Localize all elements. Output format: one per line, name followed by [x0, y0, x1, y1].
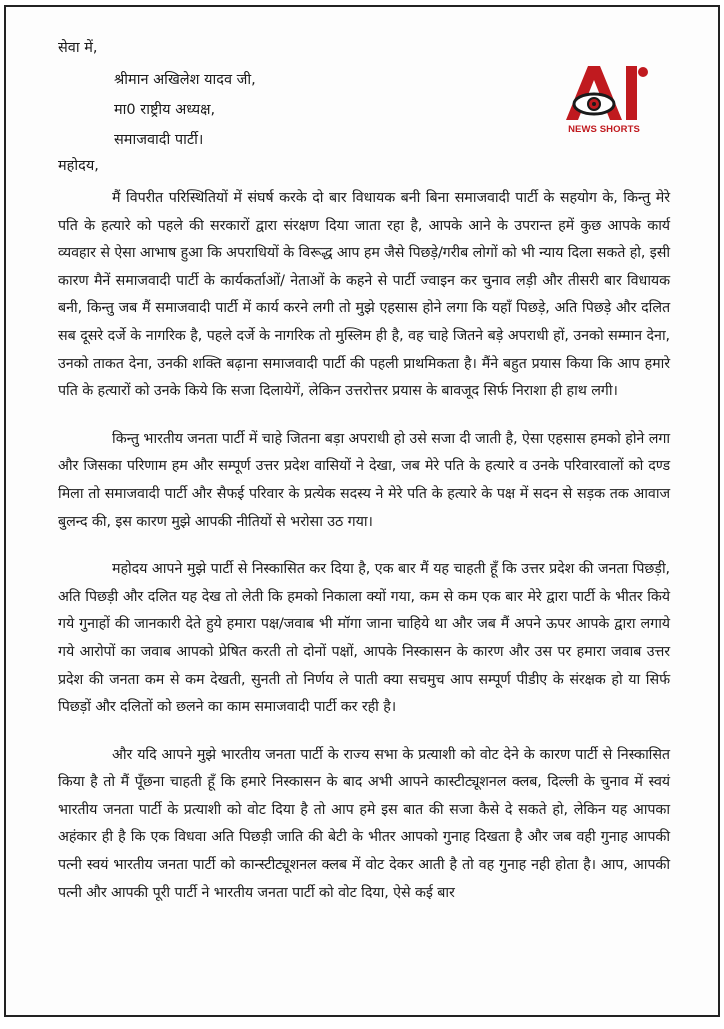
addressee-name: श्रीमान अखिलेश यादव जी,: [114, 72, 256, 88]
paragraph-4: और यदि आपने मुझे भारतीय जनता पार्टी के राज्य सभा के प्रत्याशी को वोट देने के कारण पार्टी से निस्कासित किया है तो मैं पूँछना चाहती हूँ कि हमारे निस्कासन के बाद अभी आपने कास्टीट्यूशनल क्लब, दिल्ली के चुनाव में स्वयं भारतीय जनता पार्टी के प्रत्याशी को वोट दिया है तो आप हमे इस बात की सजा कैसे दे सकते हो, लेकिन यह आपका अहंकार ही है कि एक विधवा अति पिछड़ी जाति की बेटी के भीतर आपको गुनाह दिखता है और जब वही गुनाह आपकी पत्नी स्वयं भारतीय जनता पार्टी को कान्स्टीट्यूशनल क्लब में वोट देकर आती है तो वह गुनाह नही होता है। आप, आपकी पत्नी और आपकी पूरी पार्टी ने भारतीय जनता पार्टी को वोट दिया, ऐसे कई बार: [58, 746, 670, 901]
addressee-title: मा0 राष्ट्रीय अध्यक्ष,: [114, 102, 216, 118]
news-logo: [558, 62, 650, 138]
paragraph-1: मैं विपरीत परिस्थितियों में संघर्ष करके दो बार विधायक बनी बिना समाजवादी पार्टी के सहयोग के, किन्तु मेरे पति के हत्यारे को पहले की सरकारों द्वारा संरक्षण दिया जाता रहा है, आपके आने के उपरान्त हमें कुछ आपके कार्य व्यवहार से ऐसा आभाष हुआ कि अपराधियों के विरूद्ध आप हम जैसे पिछड़े/गरीब लोगों को भी न्याय दिला सकते हो, इसी कारण मैनें समाजवादी पार्टी के कार्यकर्ताओं/ नेताओं के कहने से पार्टी ज्वाइन कर चुनाव लड़ी और तीसरी बार विधायक बनी, किन्तु जब मैं समाजवादी पार्टी में कार्य करने लगी तो मुझे एहसास होने लगा कि यहाँ पिछड़े, अति पिछड़े और दलित सब दूसरे दर्जे के नागरिक है, पहले दर्जे के नागरिक तो मुस्लिम ही है, वह चाहे जितने बड़े अपराधी हों, उनको सम्मान देना, उनको ताकत देना, उनकी शक्ति बढ़ाना समाजवादी पार्टी की पहली प्राथमिकता है। मैंने बहुत प्रयास किया कि आप हमारे पति के हत्यारों को उनके किये कि सजा दिलायेगें, लेकिन उत्तरोत्तर प्रयास के बावजूद सिर्फ निराशा ही हाथ लगी।: [58, 190, 670, 400]
salutation: [58, 33, 98, 63]
letter-body: [58, 185, 670, 927]
logo-caption: NEWS SHORTS: [568, 124, 640, 135]
letter-page: [4, 5, 720, 1017]
addressee-party: समाजवादी पार्टी।: [114, 132, 204, 148]
greeting-text: महोदय,: [58, 158, 99, 174]
addressee-block: [114, 65, 256, 155]
greeting: [58, 151, 99, 181]
paragraph-2: किन्तु भारतीय जनता पार्टी में चाहे जितना बड़ा अपराधी हो उसे सजा दी जाती है, ऐसा एहसास हमको होने लगा और जिसका परिणाम हम और सम्पूर्ण उत्तर प्रदेश वासियों ने देखा, जब मेरे पति के हत्यारे व उनके परिवारवालों को दण्ड मिला तो समाजवादी पार्टी और सैफई परिवार के प्रत्येक सदस्य ने मेरे पति के हत्यारे के पक्ष में सदन से सड़क तक आवाज बुलन्द की, इस कारण मुझे आपकी नीतियों से भरोसा उठ गया।: [58, 430, 670, 530]
salutation-text: सेवा में,: [58, 40, 98, 56]
ai-logo-icon: [558, 62, 650, 124]
paragraph-3: महोदय आपने मुझे पार्टी से निस्कासित कर दिया है, एक बार मैं यह चाहती हूँ कि उत्तर प्रदेश की जनता पिछड़ी, अति पिछड़ी और दलित यह देख तो लेती कि हमको निकाला क्यों गया, कम से कम एक बार मेरे द्वारा पार्टी के भीतर किये गये गुनाहों की जानकारी देते हुये हमारा पक्ष/जवाब भी मॉगा जाना चाहिये था और जब मैं अपने ऊपर आपके द्वारा लगाये गये आरोपों का जवाब आपको प्रेषित करती तो दोनों पक्षों, आपके निस्कासन के कारण और उस पर हमारा जवाब उत्तर प्रदेश की जनता कम से कम देखती, सुनती तो निर्णय ले पाती क्या सचमुच आप सम्पूर्ण पीडीए के संरक्षक हो या सिर्फ पिछड़ों और दलितों को छलने का काम समाजवादी पार्टी कर रही है।: [58, 561, 670, 716]
